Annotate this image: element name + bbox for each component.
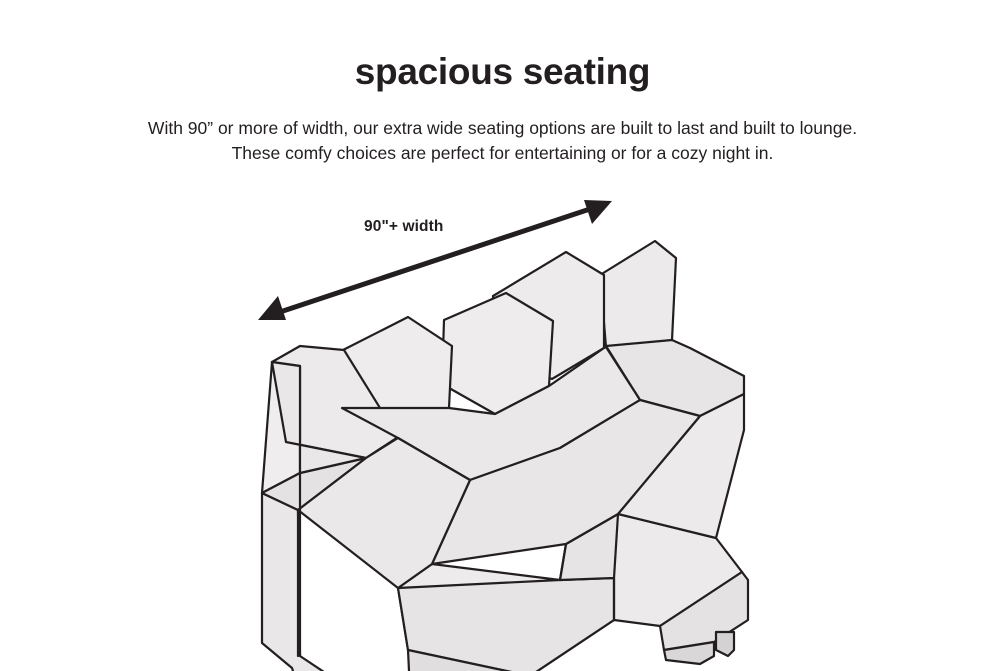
description-text	[0, 116, 1005, 167]
page-title: spacious seating	[354, 51, 651, 92]
sofa-diagram-svg	[0, 180, 1005, 671]
description-line-1: With 90” or more of width, our extra wide seating options are built to last and built to lounge.	[147, 118, 858, 138]
description-line-2: These comfy choices are perfect for entertaining or for a cozy night in.	[231, 143, 774, 164]
sofa-body	[262, 241, 748, 671]
dimension-label: 90"+ width	[364, 218, 444, 235]
sofa-illustration	[0, 180, 1005, 671]
